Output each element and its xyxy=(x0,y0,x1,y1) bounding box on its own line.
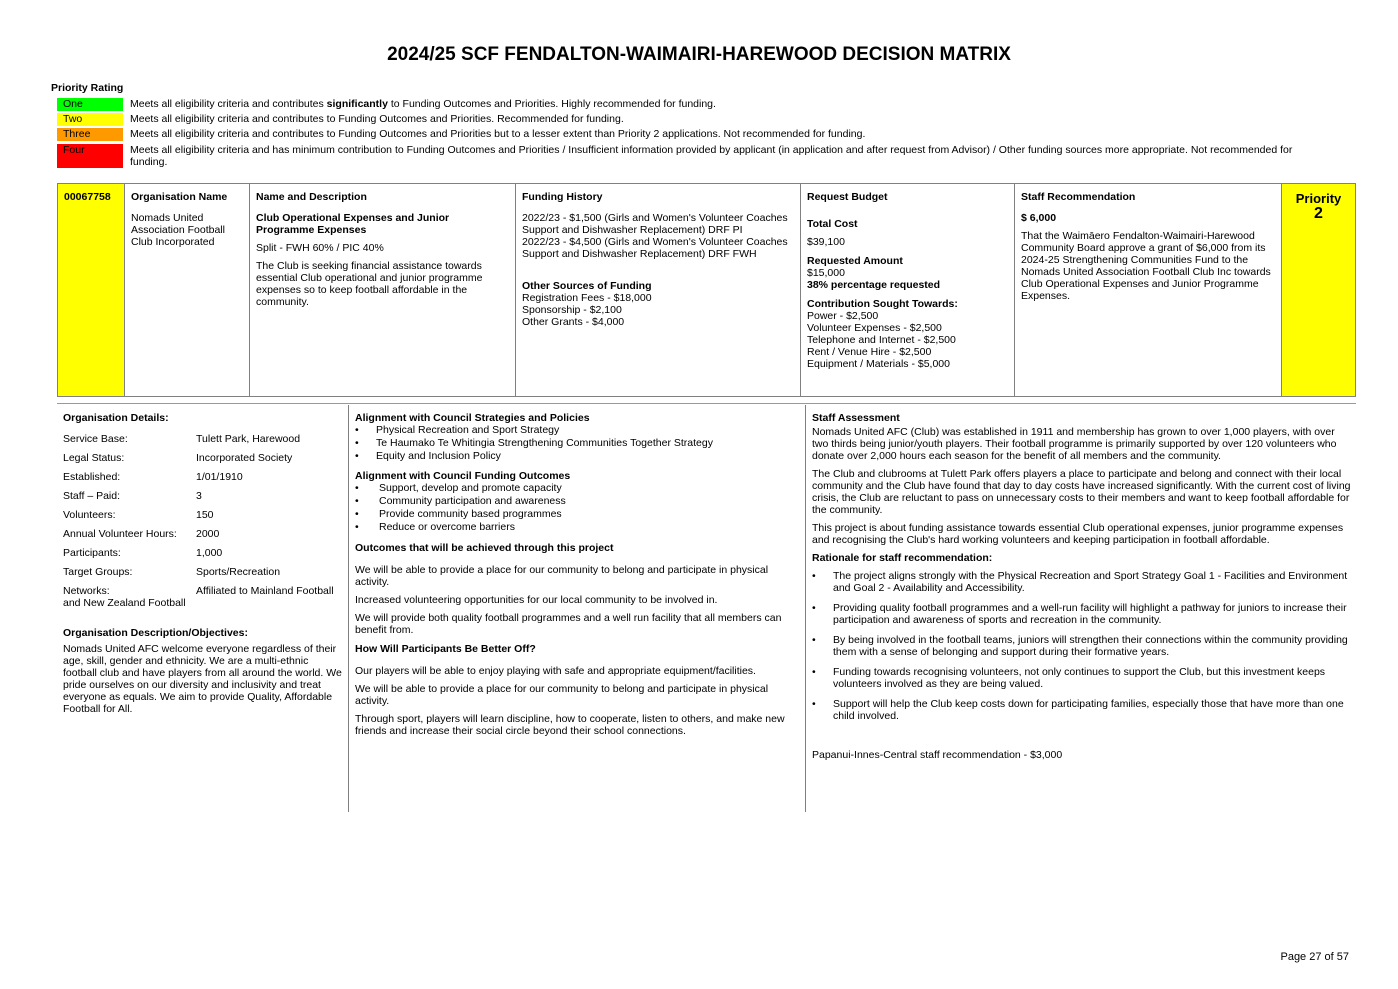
funding-history-item: 2022/23 - $1,500 (Girls and Women's Volunteer Coaches Support and Dishwasher Replacement) DRF PI xyxy=(522,212,788,236)
staff-recommendation-cell xyxy=(1015,184,1282,396)
priority-swatch-two: Two xyxy=(57,113,123,126)
funding-split: Split - FWH 60% / PIC 40% xyxy=(256,242,384,254)
better-off-item: Our players will be able to enjoy playing with safe and appropriate equipment/facilities. xyxy=(355,665,756,677)
requested-amount-label: Requested Amount xyxy=(807,255,903,267)
project-title: Club Operational Expenses and Junior Programme Expenses xyxy=(256,212,450,236)
org-detail-value: 1/01/1910 xyxy=(196,471,243,483)
org-detail-row xyxy=(63,452,343,471)
outcomes-heading: Alignment with Council Funding Outcomes xyxy=(355,470,571,482)
priority-rating-description xyxy=(130,128,1320,140)
contribution-item: Power - $2,500 xyxy=(807,310,879,322)
assessment-paragraph: The Club and clubrooms at Tulett Park offers players a place to participate and belong and connect with their local community and the Club have found that day to day costs have increased significantly. With the current cost of living crisis, the Club are reluctant to pass on unnecessary costs to their members and want to keep football affordable for the community. xyxy=(812,468,1351,516)
org-detail-value: Incorporated Society xyxy=(196,452,293,464)
org-detail-label: Networks: xyxy=(63,585,110,597)
list-item: • Equity and Inclusion Policy xyxy=(355,450,795,463)
achieved-item: Increased volunteering opportunities for our local community to be involved in. xyxy=(355,594,718,606)
funding-history-header: Funding History xyxy=(522,191,603,203)
list-item: • By being involved in the football teams, juniors will strengthen their connections within the community providing them with a sense of belonging and support during their formative years. xyxy=(812,634,1352,658)
priority-cell xyxy=(1282,184,1355,396)
org-detail-label: Target Groups: xyxy=(63,566,133,578)
better-off-item: Through sport, players will learn discipline, how to cooperate, listen to others, and make new friends and increase their social circle beyond their school connections. xyxy=(355,713,785,737)
org-detail-row xyxy=(63,585,343,604)
better-off-item: We will be able to provide a place for our community to belong and participate in physical activity. xyxy=(355,683,769,707)
list-item: • Support, develop and promote capacity xyxy=(355,482,795,495)
org-detail-label: Volunteers: xyxy=(63,509,116,521)
funding-history-cell xyxy=(516,184,801,396)
list-item: • Physical Recreation and Sport Strategy xyxy=(355,424,795,437)
org-detail-value: 2000 xyxy=(196,528,220,540)
priority-rating-heading: Priority Rating xyxy=(51,82,124,94)
other-board-recommendation: Papanui-Innes-Central staff recommendation - $3,000 xyxy=(812,749,1063,761)
organisation-name: Nomads United Association Football Club Incorporated xyxy=(131,212,225,248)
application-id-cell xyxy=(58,184,125,396)
org-detail-value: Affiliated to Mainland Football xyxy=(196,585,334,597)
assessment-paragraph: This project is about funding assistance towards essential Club operational expenses, junior programme expenses and recognising the Club's hard working volunteers and keeping participation in football affordable. xyxy=(812,522,1344,546)
networks-continued: and New Zealand Football xyxy=(63,597,186,609)
priority-swatch-three: Three xyxy=(57,128,123,141)
priority-rating-description xyxy=(130,144,1320,168)
list-item: • Providing quality football programmes and a well-run facility will highlight a pathway for juniors to increase their participation and awareness of sports and recreation in the community. xyxy=(812,602,1352,626)
org-detail-row xyxy=(63,566,343,585)
organisation-name-header: Organisation Name xyxy=(131,191,228,203)
priority-text: Meets all eligibility criteria and contributes to Funding Outcomes and Priorities but to a lesser extent than Priority 2 applications. Not recommended for funding. xyxy=(130,128,866,140)
list-item: • Community participation and awareness xyxy=(355,495,795,508)
staff-recommendation-header: Staff Recommendation xyxy=(1021,191,1136,203)
priority-text: to Funding Outcomes and Priorities. Highly recommended for funding. xyxy=(387,98,716,110)
rationale-list xyxy=(812,570,1352,722)
org-detail-label: Service Base: xyxy=(63,433,128,445)
application-id: 00067758 xyxy=(64,191,111,203)
page-title: 2024/25 SCF FENDALTON-WAIMAIRI-HAREWOOD DECISION MATRIX xyxy=(387,44,1011,65)
request-budget-header: Request Budget xyxy=(807,191,888,203)
org-detail-label: Annual Volunteer Hours: xyxy=(63,528,177,540)
priority-swatch-four: Four xyxy=(57,144,123,168)
org-detail-row xyxy=(63,490,343,509)
outcomes-list xyxy=(355,482,795,534)
achieved-item: We will be able to provide a place for our community to belong and participate in physical activity. xyxy=(355,564,769,588)
org-detail-label: Legal Status: xyxy=(63,452,125,464)
column-divider xyxy=(348,405,349,812)
priority-text: Meets all eligibility criteria and contributes xyxy=(130,98,327,110)
org-detail-label: Participants: xyxy=(63,547,121,559)
requested-amount-value: $15,000 xyxy=(807,267,845,279)
priority-value: 2 xyxy=(1314,205,1323,222)
list-item: • Funding towards recognising volunteers, not only continues to support the Club, but this investment keeps volunteers involved as they are being valued. xyxy=(812,666,1352,690)
org-detail-row xyxy=(63,433,343,452)
priority-text: Meets all eligibility criteria and contributes to Funding Outcomes and Priorities. Recommended for funding. xyxy=(130,113,624,125)
contribution-item: Rent / Venue Hire - $2,500 xyxy=(807,346,932,358)
organisation-name-cell xyxy=(125,184,250,396)
total-cost-label: Total Cost xyxy=(807,218,858,230)
contribution-label: Contribution Sought Towards: xyxy=(807,298,958,310)
priority-label: Priority xyxy=(1295,191,1342,206)
organisation-description: Nomads United AFC welcome everyone regardless of their age, skill, gender and ethnicity. We are a multi-ethnic football club and have players from all around the world. We pride ourselves on our diversity and inclusivity and treat everyone as equals. We aim to provide Quality, Affordable Football for All. xyxy=(63,643,342,715)
organisation-description-heading: Organisation Description/Objectives: xyxy=(63,627,248,639)
name-description-cell xyxy=(250,184,516,396)
staff-assessment-heading: Staff Assessment xyxy=(812,412,900,424)
organisation-details xyxy=(63,412,343,715)
page-number: Page 27 of 57 xyxy=(1280,951,1349,963)
org-detail-value: 3 xyxy=(196,490,202,502)
assessment-paragraph: Nomads United AFC (Club) was established in 1911 and membership has grown to over 1,000 players, with over two thirds being junior/youth players. Their football programme is primarily supported by over 120 volunteers who donate over 2,000 hours each season for the benefit of all members and the community. xyxy=(812,426,1337,462)
other-sources-header: Other Sources of Funding xyxy=(522,280,652,292)
org-detail-value: 150 xyxy=(196,509,214,521)
staff-recommendation-amount: $ 6,000 xyxy=(1021,212,1057,224)
org-detail-value: Tulett Park, Harewood xyxy=(196,433,301,445)
list-item: • Provide community based programmes xyxy=(355,508,795,521)
staff-recommendation-text: That the Waimāero Fendalton-Waimairi-Harewood Community Board approve a grant of $6,000 from its 2024-25 Strengthening Communities Fund to the Nomads United Association Football Club Inc towards Club Operational Expenses and Junior Programme Expenses. xyxy=(1021,230,1271,302)
org-detail-value: 1,000 xyxy=(196,547,223,559)
strategies-heading: Alignment with Council Strategies and Policies xyxy=(355,412,590,424)
list-item: • Te Haumako Te Whitingia Strengthening Communities Together Strategy xyxy=(355,437,795,450)
name-description-header: Name and Description xyxy=(256,191,367,203)
section-divider xyxy=(57,403,1356,404)
priority-swatch-one: One xyxy=(57,98,123,111)
list-item: • The project aligns strongly with the Physical Recreation and Sport Strategy Goal 1 - Facilities and Environment and Goal 2 - Availability and Accessibility. xyxy=(812,570,1352,594)
list-item: • Support will help the Club keep costs down for participating families, especially those that have more than one child involved. xyxy=(812,698,1352,722)
other-source-item: Registration Fees - $18,000 xyxy=(522,292,652,304)
org-detail-value: Sports/Recreation xyxy=(196,566,281,578)
priority-text-emphasis: significantly xyxy=(326,98,388,110)
org-detail-row xyxy=(63,471,343,490)
total-cost-value: $39,100 xyxy=(807,236,845,248)
staff-assessment xyxy=(812,412,1352,761)
contribution-item: Telephone and Internet - $2,500 xyxy=(807,334,956,346)
achieved-item: We will provide both quality football programmes and a well run facility that all members can benefit from. xyxy=(355,612,782,636)
funding-history-item: 2022/23 - $4,500 (Girls and Women's Volunteer Coaches Support and Dishwasher Replacement) DRF FWH xyxy=(522,236,788,260)
column-divider xyxy=(805,405,806,812)
request-budget-cell xyxy=(801,184,1015,396)
org-detail-label: Staff – Paid: xyxy=(63,490,121,502)
rationale-heading: Rationale for staff recommendation: xyxy=(812,552,993,564)
org-detail-label: Established: xyxy=(63,471,121,483)
percentage-requested: 38% percentage requested xyxy=(807,279,941,291)
better-off-heading: How Will Participants Be Better Off? xyxy=(355,643,536,655)
achieved-heading: Outcomes that will be achieved through this project xyxy=(355,542,614,554)
application-row xyxy=(57,183,1356,397)
project-description: The Club is seeking financial assistance towards essential Club operational and junior programme expenses so to keep football affordable in the community. xyxy=(256,260,483,308)
priority-rating-description xyxy=(130,113,1320,125)
contribution-item: Volunteer Expenses - $2,500 xyxy=(807,322,942,334)
strategies-list xyxy=(355,424,795,463)
alignment-section xyxy=(355,412,795,737)
org-detail-row xyxy=(63,547,343,566)
priority-text: Meets all eligibility criteria and has minimum contribution to Funding Outcomes and Priorities / Insufficient information provided by applicant (in application and after request from Advisor) / Other funding sources more appropriate. Not recommended for funding. xyxy=(130,144,1293,168)
other-source-item: Sponsorship - $2,100 xyxy=(522,304,622,316)
other-source-item: Other Grants - $4,000 xyxy=(522,316,625,328)
list-item: • Reduce or overcome barriers xyxy=(355,521,795,534)
org-detail-row xyxy=(63,528,343,547)
contribution-item: Equipment / Materials - $5,000 xyxy=(807,358,950,370)
organisation-details-heading: Organisation Details: xyxy=(63,412,169,424)
priority-rating-description xyxy=(130,98,1320,110)
org-detail-row xyxy=(63,509,343,528)
